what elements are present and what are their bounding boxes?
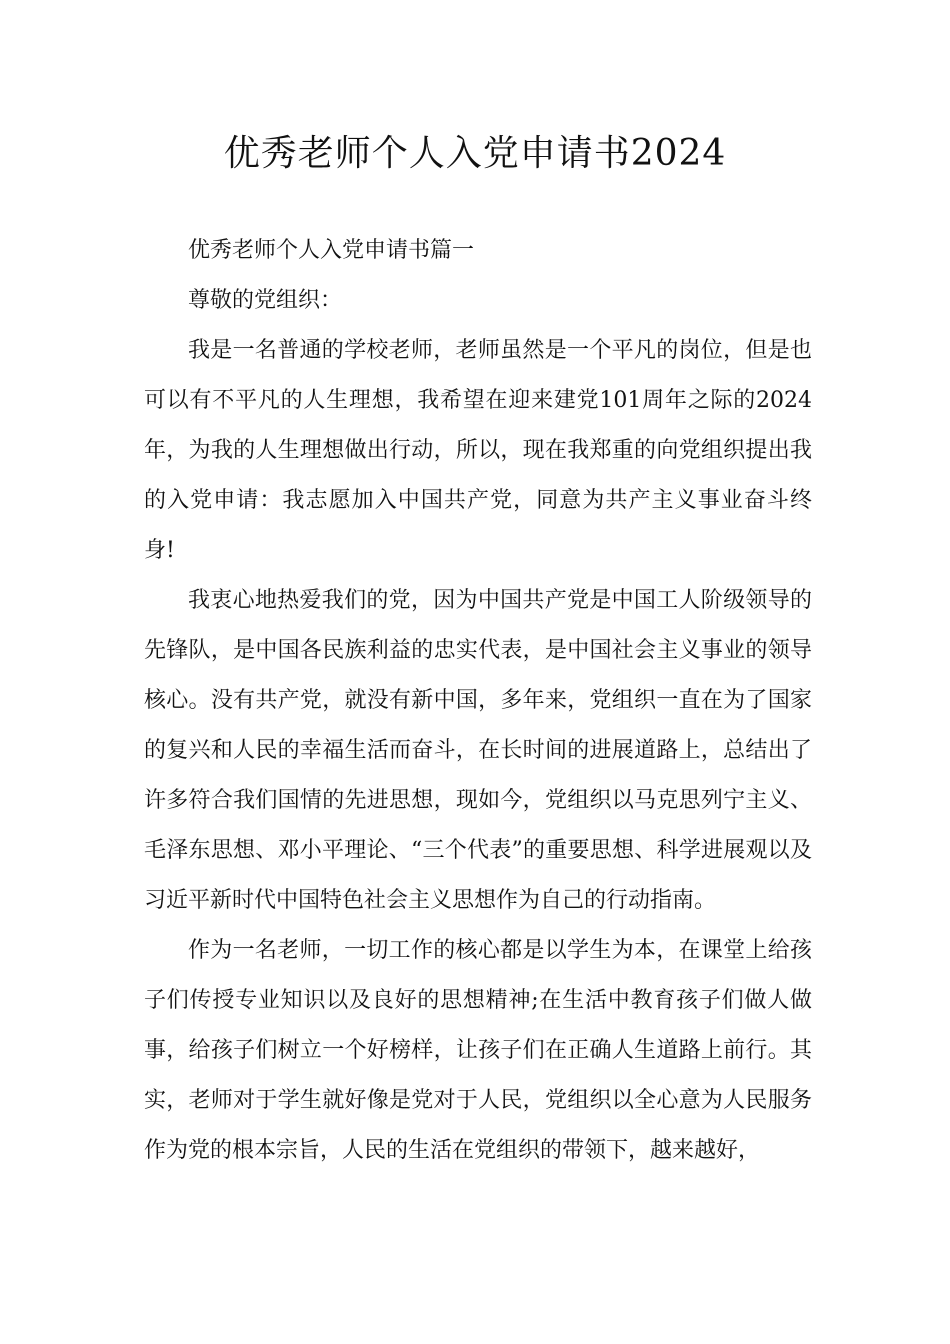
document-body [144, 226, 812, 1176]
paragraph-1: 我是一名普通的学校老师，老师虽然是一个平凡的岗位，但是也可以有不平凡的人生理想，我希望在迎来建党101周年之际的2024年，为我的人生理想做出行动，所以，现在我郑重的向党组织提出我的入党申请：我志愿加入中国共产党，同意为共产主义事业奋斗终身! [144, 338, 812, 563]
document-title: 优秀老师个人入党申请书2024 [223, 133, 727, 174]
salutation: 尊敬的党组织： [188, 288, 343, 313]
section-heading: 优秀老师个人入党申请书篇一 [188, 238, 475, 263]
paragraph-2: 我衷心地热爱我们的党，因为中国共产党是中国工人阶级领导的先锋队，是中国各民族利益的忠实代表，是中国社会主义事业的领导核心。没有共产党，就没有新中国，多年来，党组织一直在为了国家的复兴和人民的幸福生活而奋斗，在长时间的进展道路上，总结出了许多符合我们国情的先进思想，现如今，党组织以马克思列宁主义、毛泽东思想、邓小平理论、“三个代表”的重要思想、科学进展观以及习近平新时代中国特色社会主义思想作为自己的行动指南。 [144, 588, 812, 913]
paragraph-3: 作为一名老师，一切工作的核心都是以学生为本，在课堂上给孩子们传授专业知识以及良好的思想精神;在生活中教育孩子们做人做事，给孩子们树立一个好榜样，让孩子们在正确人生道路上前行。其实，老师对于学生就好像是党对于人民，党组织以全心意为人民服务作为党的根本宗旨，人民的生活在党组织的带领下，越来越好， [144, 938, 812, 1163]
